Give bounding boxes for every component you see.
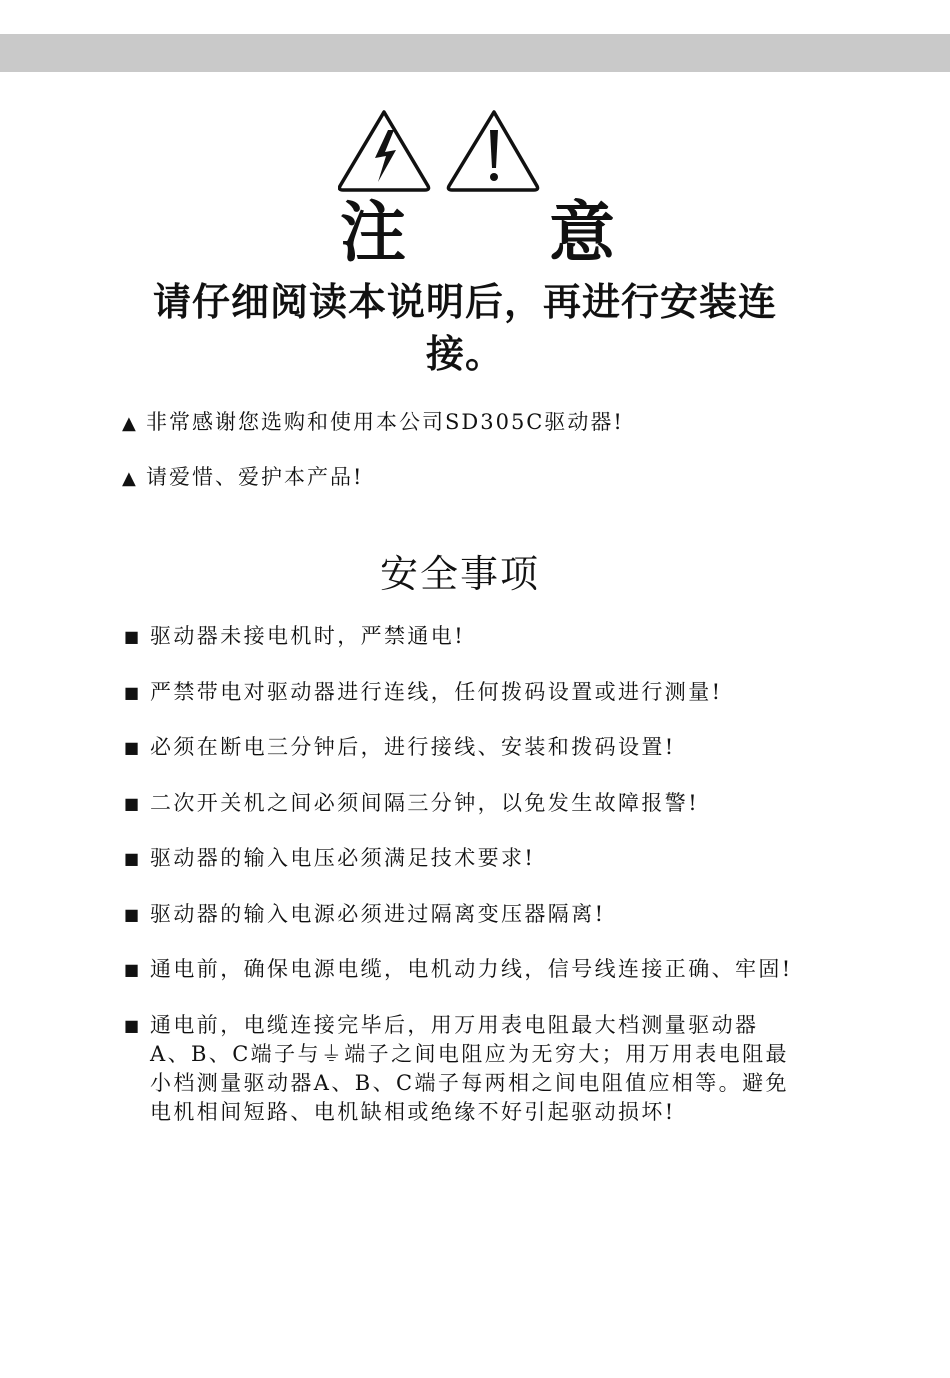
square-bullet-icon: ■: [124, 738, 142, 757]
square-bullet-icon: ■: [124, 960, 142, 979]
safety-rule: ■ 必须在断电三分钟后，进行接线、安装和拨码设置!: [124, 733, 794, 762]
square-bullet-icon: ■: [124, 793, 142, 813]
exclamation-warning-icon: [448, 112, 537, 190]
warning-icons: [338, 108, 540, 192]
thanks-note-text: 非常感谢您选购和使用本公司SD305C驱动器!: [146, 410, 624, 434]
square-bullet-icon: ■: [124, 1015, 142, 1035]
safety-rule: ■ 驱动器的输入电源必须进过隔离变压器隔离!: [124, 900, 794, 929]
square-bullet-icon: ■: [124, 627, 142, 646]
safety-rule: ■ 驱动器的输入电压必须满足技术要求!: [124, 844, 794, 873]
top-gray-bar: [0, 34, 950, 72]
safety-rule: ■ 通电前，电缆连接完毕后，用万用表电阻最大档测量驱动器A、B、C端子与⏚端子之间电阻应为无穷大；用万用表电阻最小档测量驱动器A、B、C端子每两相之间电阻值应相等。避免电机相间短路、电机缺相或绝缘不好引起驱动损坏!: [124, 1012, 789, 1124]
safety-rules-list: [124, 622, 794, 1153]
electric-shock-warning-icon: [339, 112, 428, 190]
safety-rule: ■ 严禁带电对驱动器进行连线，任何拨码设置或进行测量!: [124, 678, 794, 707]
safety-rule: ■ 通电前，确保电源电缆，电机动力线，信号线连接正确、牢固!: [124, 955, 794, 984]
square-bullet-icon: ■: [124, 849, 142, 868]
triangle-bullet-icon: ▲: [122, 468, 138, 489]
triangle-bullet-icon: ▲: [122, 413, 138, 434]
read-manual-instruction: 请仔细阅读本说明后，再进行安装连接。: [152, 280, 777, 376]
square-bullet-icon: ■: [124, 682, 142, 702]
square-bullet-icon: ■: [124, 904, 142, 924]
safety-section-title: 安全事项: [379, 552, 540, 596]
thanks-note: [122, 408, 624, 438]
care-note: [122, 463, 363, 493]
safety-rule: ■ 驱动器未接电机时，严禁通电!: [124, 622, 794, 651]
warning-title: 注 意: [340, 194, 675, 271]
care-note-text: 请爱惜、爱护本产品!: [146, 465, 364, 489]
safety-rule: ■ 二次开关机之间必须间隔三分钟，以免发生故障报警!: [124, 789, 794, 818]
